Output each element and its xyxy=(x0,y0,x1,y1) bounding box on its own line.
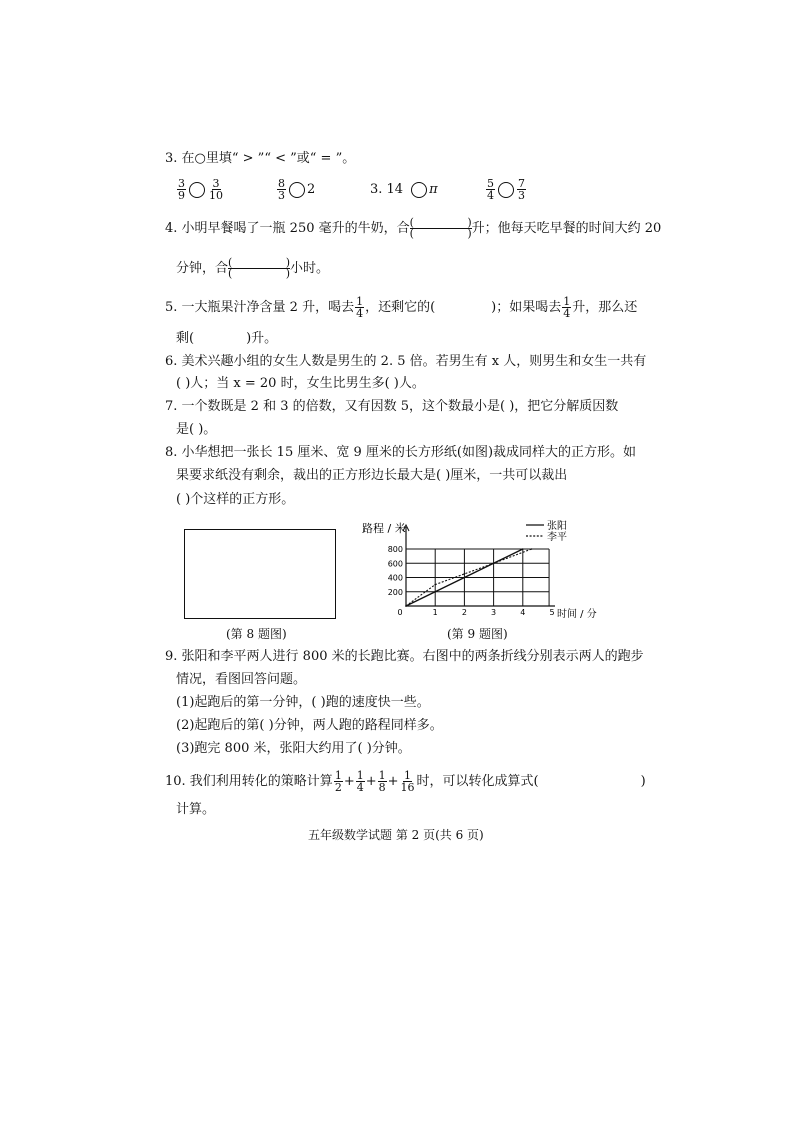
q7-line-2: 是( )。 xyxy=(176,422,217,437)
q3-item-2: $\frac{8}{3}$ 2 xyxy=(278,177,316,202)
figure-8-rectangle xyxy=(184,529,336,619)
q3-item-4 xyxy=(485,178,527,201)
chart-legend xyxy=(526,520,567,543)
q6-line-1: 6. 美术兴趣小组的女生人数是男生的 2. 5 倍。若男生有 x 人，则男生和女生一共有 xyxy=(165,354,647,369)
y-tick-label: 800 xyxy=(387,545,403,554)
q4-line-2: 分钟，合 ( ) ( ) 小时。 xyxy=(176,256,330,280)
q8-line-2: 果要求纸没有剩余，裁出的正方形边长最大是( )厘米，一共可以裁出 xyxy=(176,468,568,483)
y-tick-label: 400 xyxy=(387,573,403,583)
q5-line-1: 5. 一大瓶果汁净含量 2 升，喝去 $\frac{1}{4}$ ，还剩它的( )；如果喝去 $\frac{1}{4}$ 升，那么还 xyxy=(165,295,638,320)
figure-9-caption: (第 9 题图) xyxy=(447,627,508,641)
x-tick-label: 2 xyxy=(461,608,467,617)
q7-line-1: 7. 一个数既是 2 和 3 的倍数，又有因数 5，这个数最小是( )，把它分解质因数 xyxy=(165,399,619,414)
fraction: $\frac{8}{3}$ xyxy=(278,177,285,202)
figure-9-chart xyxy=(356,515,616,625)
q3-item-3: 3. 14 π xyxy=(370,182,438,197)
chart-grid xyxy=(406,549,549,606)
q8-line-3: ( )个这样的正方形。 xyxy=(176,492,295,507)
legend-label: 李平 xyxy=(547,532,567,543)
compare-circle[interactable] xyxy=(189,182,205,198)
series-point xyxy=(464,577,466,579)
fraction: $\frac{3}{9}$ xyxy=(178,177,185,202)
y-tick-label: 600 xyxy=(387,559,403,569)
fraction: $\frac{1}{16}$ xyxy=(400,769,415,794)
chart-y-axis-label: 路程 / 米 xyxy=(362,522,406,535)
series-point xyxy=(434,584,436,586)
q10-line-1: 10. 我们利用转化的策略计算 $\frac{1}{2}$ + $\frac{1}{4}$ + $\frac{1}{8}$ + $\frac{1}{16}$ 时，可以转化成算式( ) xyxy=(165,769,646,794)
blank-fraction[interactable]: ( ) ( ) xyxy=(228,256,291,280)
x-tick-label: 5 xyxy=(549,608,555,617)
q9-sub-3: (3)跑完 800 米，张阳大约用了( )分钟。 xyxy=(176,741,411,756)
compare-circle[interactable] xyxy=(411,182,427,198)
fraction: $\frac{5}{4}$ xyxy=(487,177,494,202)
chart-axes xyxy=(403,525,555,606)
x-tick-label: 3 xyxy=(491,608,497,617)
x-tick-label: 0 xyxy=(397,608,403,617)
q3-item-1 xyxy=(176,178,225,201)
x-tick-label: 4 xyxy=(520,608,526,617)
x-tick-label: 1 xyxy=(432,608,438,617)
series-point xyxy=(522,548,524,550)
compare-circle[interactable] xyxy=(498,182,514,198)
fraction: $\frac{1}{4}$ xyxy=(563,295,571,320)
page-footer: 五年级数学试题 第 2 页(共 6 页) xyxy=(308,828,484,842)
fraction: $\frac{1}{8}$ xyxy=(378,769,386,794)
q4-line-1: 4. 小明早餐喝了一瓶 250 毫升的牛奶，合 ( ) ( ) 升；他每天吃早餐的时间大约 20 xyxy=(165,216,662,240)
q9-sub-1: (1)起跑后的第一分钟，( )跑的速度快一些。 xyxy=(176,695,430,710)
fraction: $\frac{1}{4}$ xyxy=(356,295,364,320)
fraction: $\frac{7}{3}$ xyxy=(518,177,525,202)
q10-line-2: 计算。 xyxy=(176,802,216,817)
series-point xyxy=(493,562,495,564)
series-point xyxy=(434,591,436,593)
chart-x-axis-label: 时间 / 分 xyxy=(557,609,597,620)
y-tick-label: 200 xyxy=(387,587,403,597)
fraction: $\frac{3}{10}$ xyxy=(209,177,223,202)
q9-line-1: 9. 张阳和李平两人进行 800 米的长跑比赛。右图中的两条折线分别表示两人的跑步 xyxy=(165,649,644,664)
compare-circle[interactable] xyxy=(289,182,305,198)
q5-line-2: 剩( )升。 xyxy=(176,331,278,346)
blank-fraction[interactable]: ( ) ( ) xyxy=(409,216,472,240)
figure-8-caption: (第 8 题图) xyxy=(226,627,287,641)
q9-sub-2: (2)起跑后的第( )分钟，两人跑的路程同样多。 xyxy=(176,718,443,733)
fraction: $\frac{1}{4}$ xyxy=(356,769,364,794)
series-point xyxy=(531,548,533,550)
q8-line-1: 8. 小华想把一张长 15 厘米、宽 9 厘米的长方形纸(如图)裁成同样大的正方形。如 xyxy=(165,445,637,460)
legend-label: 张阳 xyxy=(547,521,567,532)
q9-line-2: 情况，看图回答问题。 xyxy=(176,672,307,687)
series-point xyxy=(464,573,466,575)
series-point xyxy=(405,605,407,607)
fraction: $\frac{1}{2}$ xyxy=(334,769,342,794)
q6-line-2: ( )人；当 x = 20 时，女生比男生多( )人。 xyxy=(176,376,425,391)
q3-stem: 3. 在○里填“ > ”“ < ”或“ = ”。 xyxy=(165,151,356,166)
